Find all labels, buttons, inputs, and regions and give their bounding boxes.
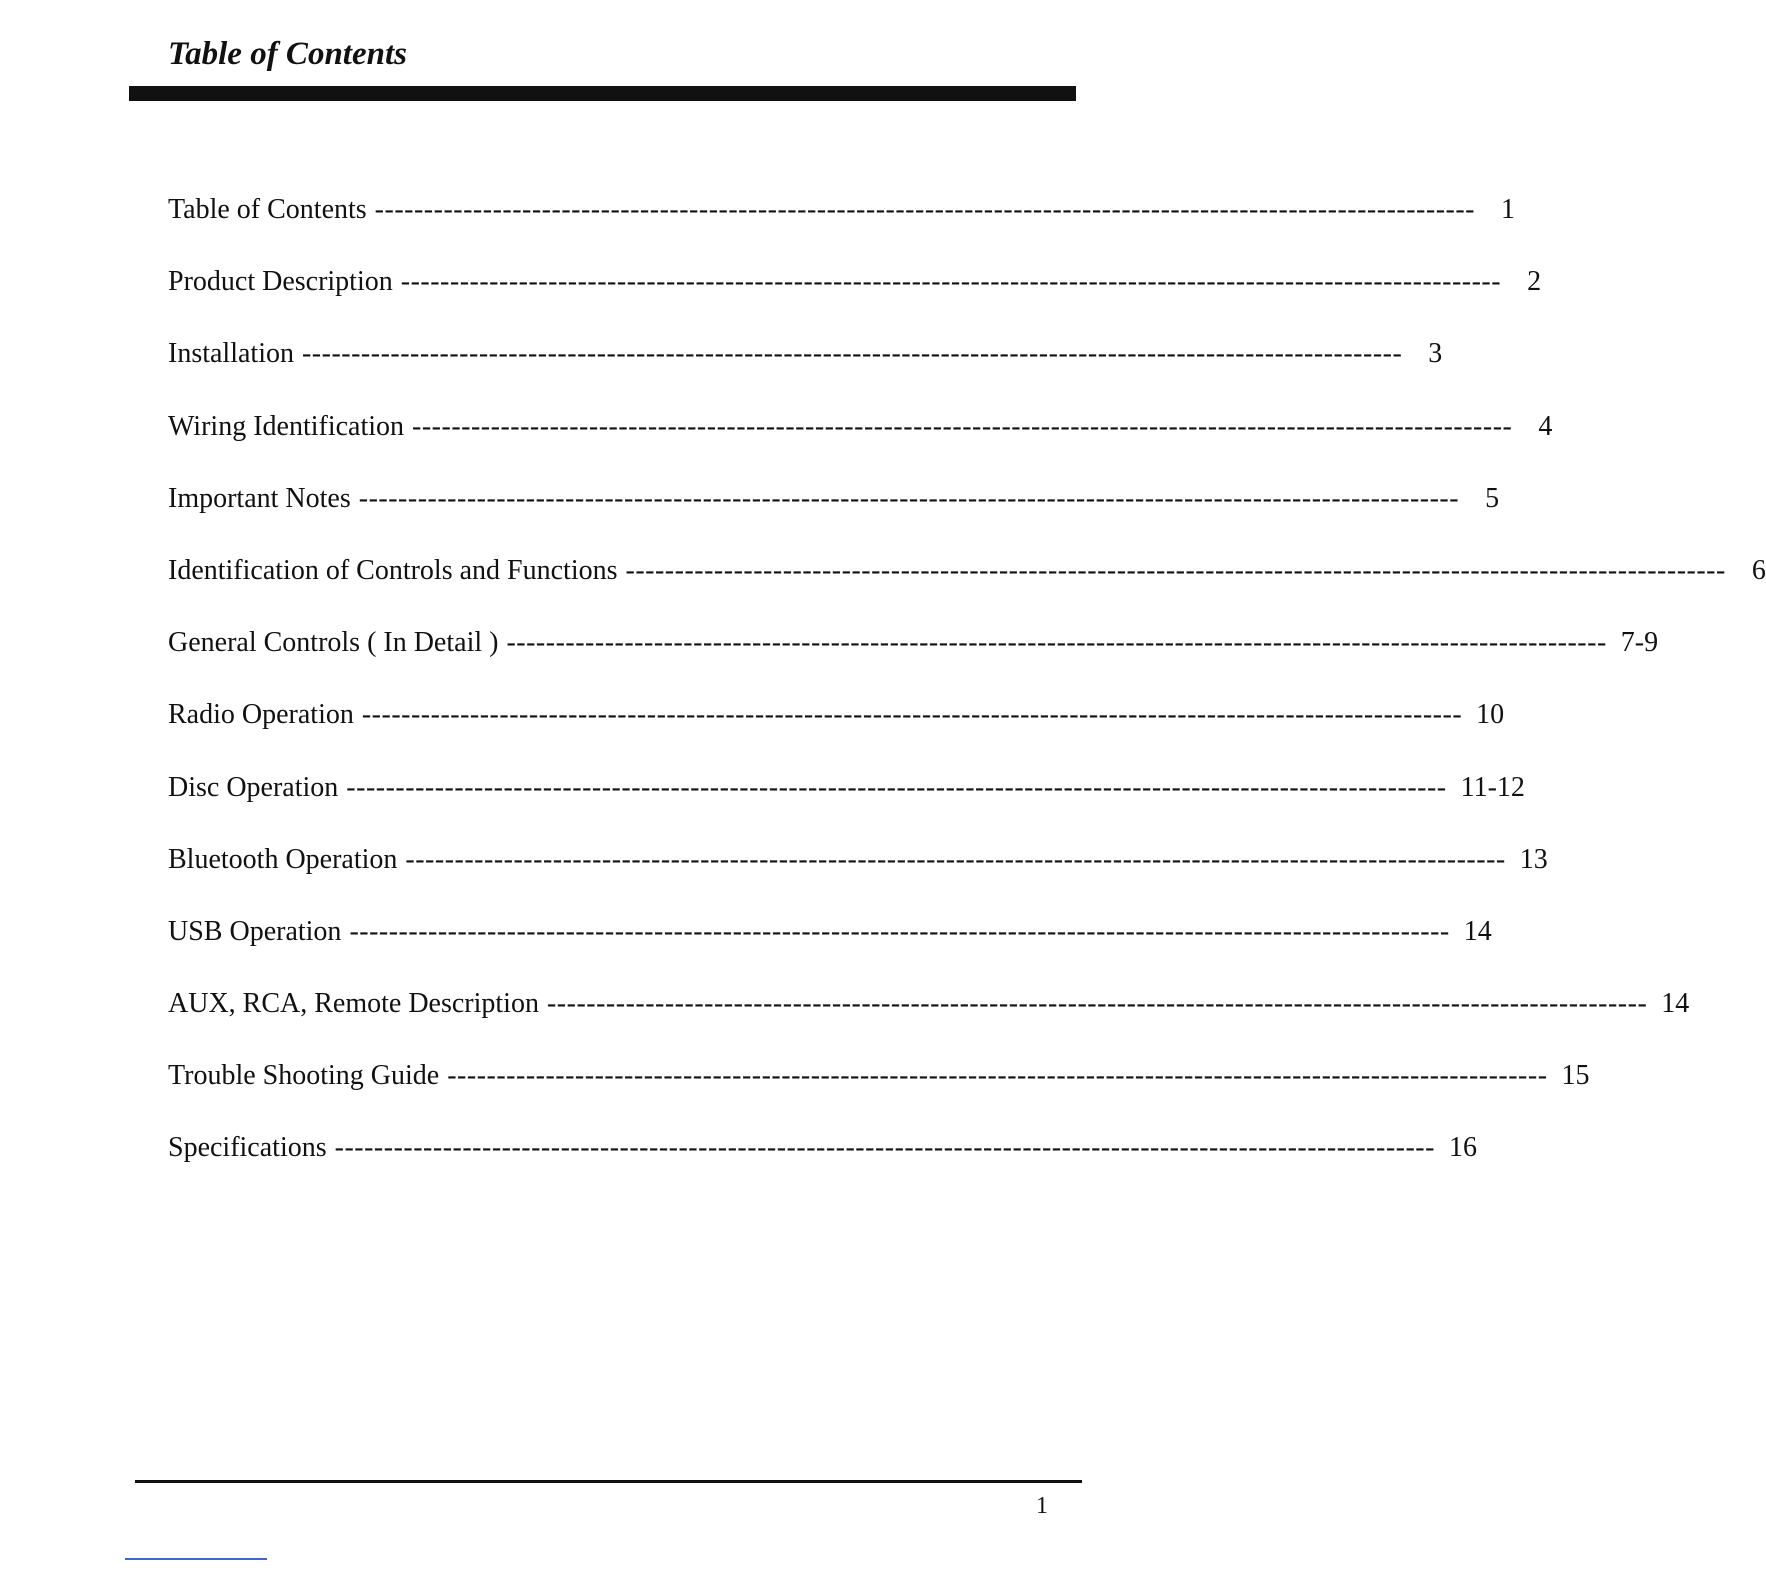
toc-entry-title: General Controls ( In Detail ): [168, 627, 499, 659]
toc-entry-wiring-identification: [168, 410, 1553, 485]
footer-page-number: 1: [1036, 1493, 1048, 1519]
heading-rule: [129, 86, 1076, 101]
toc-entry-page: 13: [1519, 843, 1548, 875]
toc-entry-page: 15: [1561, 1060, 1590, 1092]
toc-entry-title: Wiring Identification: [168, 410, 405, 442]
toc-dot-leader: ----------------------------------------------------------------------------------------------------------------: [447, 1060, 1548, 1092]
toc-dot-leader: ----------------------------------------------------------------------------------------------------------------: [346, 771, 1447, 803]
toc-entry-bluetooth-operation: [168, 843, 1548, 918]
toc-entry-page: 6: [1751, 554, 1766, 586]
toc-dot-leader: ----------------------------------------------------------------------------------------------------------------: [361, 699, 1463, 731]
toc-entry-title: Bluetooth Operation: [168, 843, 398, 875]
toc-entry-title: Installation: [168, 338, 294, 370]
toc-entry-page: 4: [1538, 410, 1553, 442]
toc-entry-page: 7-9: [1620, 627, 1659, 659]
toc-dot-leader: ----------------------------------------------------------------------------------------------------------------: [405, 843, 1506, 875]
toc-entry-important-notes: [168, 482, 1500, 557]
toc-dot-leader: ----------------------------------------------------------------------------------------------------------------: [412, 410, 1513, 442]
toc-entry-controls-and-functions: [168, 554, 1766, 629]
table-of-contents-list: [168, 194, 1766, 1207]
toc-entry-page: 5: [1485, 482, 1500, 514]
toc-entry-page: 14: [1463, 915, 1492, 947]
toc-entry-title: Table of Contents: [168, 194, 367, 225]
toc-entry-title: USB Operation: [168, 915, 342, 947]
toc-dot-leader: ----------------------------------------------------------------------------------------------------------------: [546, 988, 1648, 1020]
toc-dot-leader: ----------------------------------------------------------------------------------------------------------------: [506, 627, 1607, 659]
toc-entry-radio-operation: [168, 699, 1505, 773]
toc-entry-product-description: [168, 266, 1542, 340]
toc-entry-installation: [168, 338, 1443, 412]
toc-entry-page: 11-12: [1460, 771, 1525, 803]
toc-entry-page: 1: [1500, 194, 1515, 225]
toc-entry-trouble-shooting-guide: [168, 1060, 1590, 1134]
toc-dot-leader: ----------------------------------------------------------------------------------------------------------------: [334, 1132, 1435, 1164]
toc-entry-title: Radio Operation: [168, 699, 354, 731]
toc-entry-title: Identification of Controls and Functions: [168, 554, 618, 586]
page-heading: Table of Contents: [168, 36, 407, 72]
toc-entry-page: 10: [1476, 699, 1505, 731]
footer-rule: [135, 1480, 1082, 1483]
toc-entry-title: AUX, RCA, Remote Description: [168, 988, 539, 1020]
toc-entry-title: Product Description: [168, 266, 393, 298]
toc-dot-leader: ----------------------------------------------------------------------------------------------------------------: [400, 266, 1502, 298]
toc-entry-table-of-contents: [168, 194, 1515, 268]
toc-dot-leader: ----------------------------------------------------------------------------------------------------------------: [349, 915, 1450, 947]
toc-entry-page: 14: [1661, 988, 1690, 1020]
toc-dot-leader: ----------------------------------------------------------------------------------------------------------------: [625, 554, 1726, 586]
toc-dot-leader: ----------------------------------------------------------------------------------------------------------------: [374, 194, 1475, 225]
toc-dot-leader: ----------------------------------------------------------------------------------------------------------------: [301, 338, 1403, 370]
toc-entry-page: 16: [1448, 1132, 1477, 1164]
toc-dot-leader: ----------------------------------------------------------------------------------------------------------------: [358, 482, 1460, 514]
toc-entry-title: Trouble Shooting Guide: [168, 1060, 440, 1092]
corner-link-line: [125, 1558, 267, 1560]
toc-entry-aux-rca-remote: [168, 988, 1690, 1062]
toc-entry-specifications: [168, 1132, 1477, 1206]
toc-entry-page: 3: [1428, 338, 1443, 370]
toc-entry-page: 2: [1527, 266, 1542, 298]
toc-entry-usb-operation: [168, 915, 1492, 990]
toc-entry-title: Disc Operation: [168, 771, 339, 803]
toc-entry-title: Specifications: [168, 1132, 327, 1164]
toc-entry-general-controls: [168, 627, 1659, 701]
toc-entry-title: Important Notes: [168, 482, 351, 514]
toc-entry-disc-operation: [168, 771, 1525, 846]
